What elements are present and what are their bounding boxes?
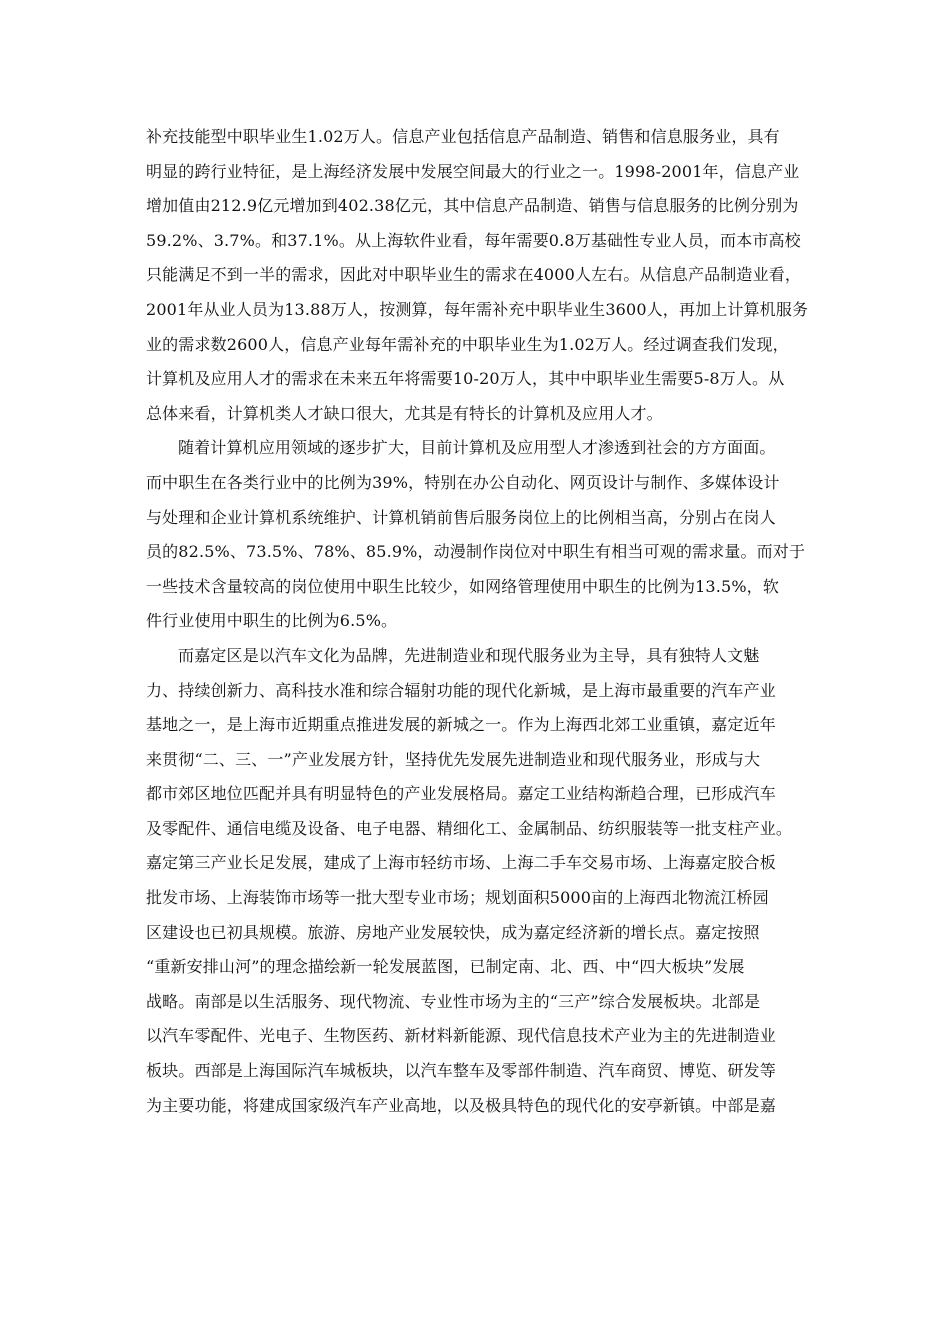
paragraph-3-start: 而嘉定区是以汽车文化为品牌，先进制造业和现代服务业为主导，具有独特人文魅 [178, 645, 760, 665]
text-line-21: 及零配件、通信电缆及设备、电子电器、精细化工、金属制品、纺织服装等一批支柱产业。 [146, 818, 793, 838]
text-line-9: 总体来看，计算机类人才缺口很大，尤其是有特长的计算机及应用人才。 [146, 403, 663, 423]
text-line-19: 来贯彻“二、三、一”产业发展方针，坚持优先发展先进制造业和现代服务业，形成与大 [146, 749, 761, 769]
paragraph-2-start: 随着计算机应用领域的逐步扩大，目前计算机及应用型人才渗透到社会的方方面面。 [178, 438, 776, 458]
text-line-6: 2001年从业人员为13.88万人，按测算，每年需补充中职毕业生3600人，再加上计算机服务 [146, 299, 809, 319]
text-line-20: 都市郊区地位匹配并具有明显特色的产业发展格局。嘉定工业结构渐趋合理，已形成汽车 [146, 784, 776, 804]
text-line-14: 一些技术含量较高的岗位使用中职生比较少，如网络管理使用中职生的比例为13.5%，软 [146, 576, 779, 596]
text-line-11: 而中职生在各类行业中的比例为39%，特别在办公自动化、网页设计与制作、多媒体设计 [146, 472, 780, 492]
text-line-28: 板块。西部是上海国际汽车城板块，以汽车整车及零部件制造、汽车商贸、博览、研发等 [146, 1061, 776, 1081]
text-line-5: 只能满足不到一半的需求，因此对中职毕业生的需求在4000人左右。从信息产品制造业看， [146, 265, 802, 285]
text-line-2: 明显的跨行业特征，是上海经济发展中发展空间最大的行业之一。1998-2001年，信息产业 [146, 161, 800, 181]
text-line-22: 嘉定第三产业长足发展，建成了上海市轻纺市场、上海二手车交易市场、上海嘉定胶合板 [146, 853, 776, 873]
text-line-7: 业的需求数2600人，信息产业每年需补充的中职毕业生为1.02万人。经过调查我们发现， [146, 334, 789, 354]
text-line-3: 增加值由212.9亿元增加到402.38亿元，其中信息产品制造、销售与信息服务的比例分别为 [146, 196, 799, 216]
text-line-18: 基地之一，是上海市近期重点推进发展的新城之一。作为上海西北郊工业重镇，嘉定近年 [146, 715, 776, 735]
text-line-1: 补充技能型中职毕业生1.02万人。信息产业包括信息产品制造、销售和信息服务业，具有 [146, 127, 780, 146]
text-line-12: 与处理和企业计算机系统维护、计算机销前售后服务岗位上的比例相当高，分别占在岗人 [146, 507, 776, 527]
text-line-24: 区建设也已初具规模。旅游、房地产业发展较快，成为嘉定经济新的增长点。嘉定按照 [146, 922, 760, 942]
text-line-15: 件行业使用中职生的比例为6.5%。 [146, 611, 398, 631]
text-line-23: 批发市场、上海装饰市场等一批大型专业市场；规划面积5000亩的上海西北物流江桥园 [146, 888, 769, 908]
text-line-29: 为主要功能，将建成国家级汽车产业高地，以及极具特色的现代化的安亭新镇。中部是嘉 [146, 1095, 776, 1115]
document-body [146, 120, 826, 1123]
text-line-4: 59.2%、3.7%。和37.1%。从上海软件业看，每年需要0.8万基础性专业人员，而本市高校 [146, 230, 801, 250]
text-line-8: 计算机及应用人才的需求在未来五年将需要10-20万人，其中中职毕业生需要5-8万人。从 [146, 369, 785, 389]
text-line-27: 以汽车零配件、光电子、生物医药、新材料新能源、现代信息技术产业为主的先进制造业 [146, 1026, 776, 1046]
text-line-26: 战略。南部是以生活服务、现代物流、专业性市场为主的“三产”综合发展板块。北部是 [146, 991, 761, 1011]
text-line-25: “重新安排山河”的理念描绘新一轮发展蓝图，已制定南、北、西、中“四大板块”发展 [146, 957, 745, 977]
text-line-17: 力、持续创新力、高科技水准和综合辐射功能的现代化新城，是上海市最重要的汽车产业 [146, 680, 776, 700]
text-line-13: 员的82.5%、73.5%、78%、85.9%，动漫制作岗位对中职生有相当可观的需求量。而对于 [146, 542, 806, 562]
